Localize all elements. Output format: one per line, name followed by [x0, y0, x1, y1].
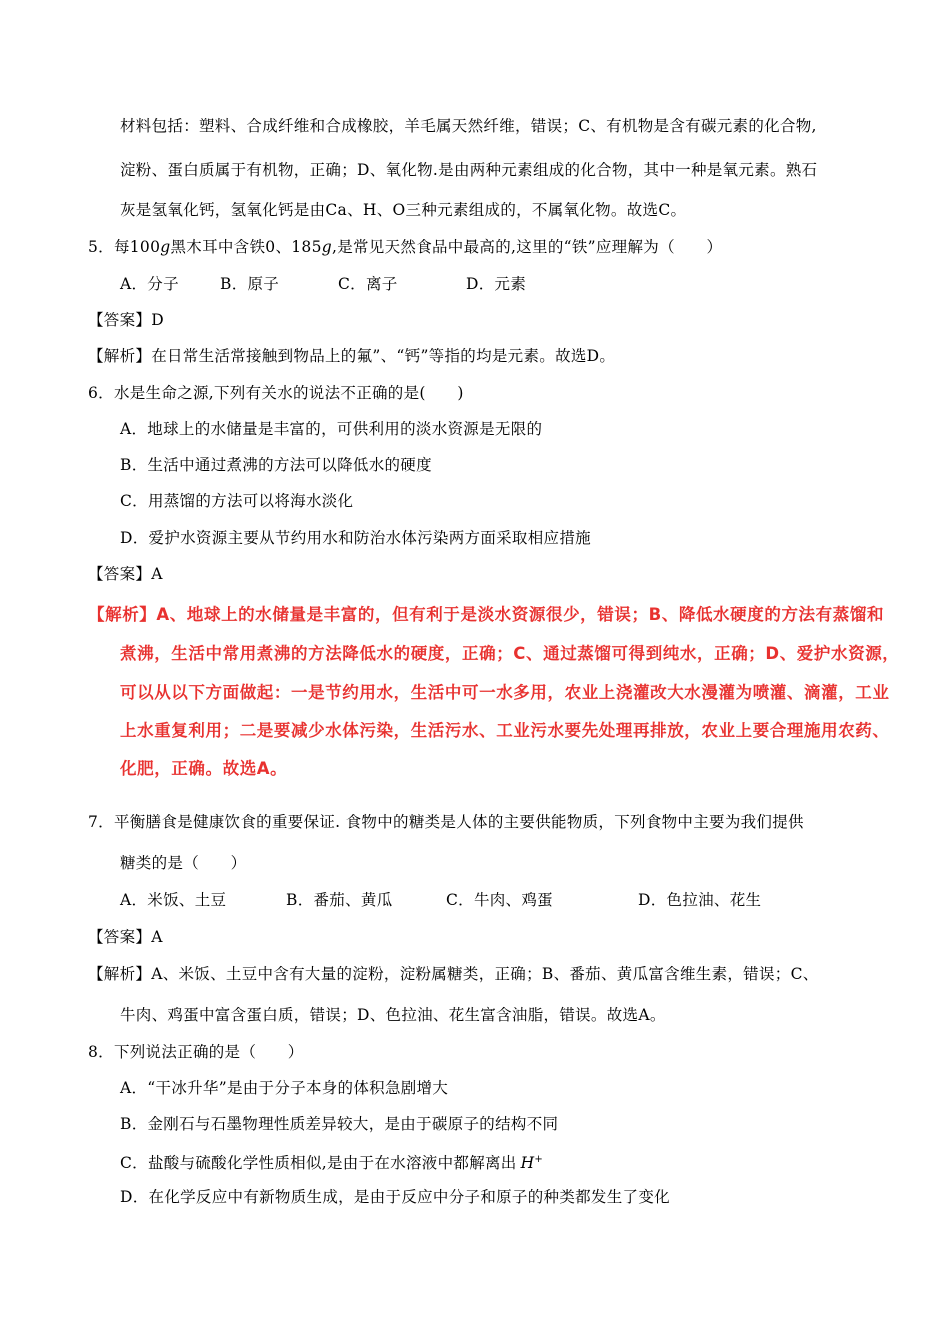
q5-options: [120, 274, 526, 294]
q8-option-c-ion: H: [520, 1154, 535, 1173]
q8-option-c-charge: +: [534, 1154, 544, 1165]
q5-unit-g: g: [160, 238, 171, 256]
q6-answer: 【答案】A: [88, 565, 163, 583]
q7-analysis-line-1: 【解析】A、米饭、土豆中含有大量的淀粉，淀粉属糖类，正确；B、番茄、黄瓜富含维生素，错误；C、: [88, 965, 819, 983]
q5-option-d: D．元素: [466, 275, 527, 293]
q7-option-c: C．牛肉、鸡蛋: [446, 891, 553, 909]
q5-option-c: C．离子: [338, 275, 398, 293]
q5-unit-g-2: g: [321, 238, 332, 256]
q7-option-a: A．米饭、土豆: [120, 891, 227, 909]
q8-option-c-text: C．盐酸与硫酸化学性质相似,是由于在水溶液中都解离出: [120, 1154, 517, 1173]
q5-option-b: B．原子: [220, 275, 280, 293]
q7-stem-line-1: 7．平衡膳食是健康饮食的重要保证. 食物中的糖类是人体的主要供能物质，下列食物中主要为我们提供: [88, 813, 804, 831]
q4-analysis-line-1: 材料包括：塑料、合成纤维和合成橡胶，羊毛属天然纤维，错误；C、有机物是含有碳元素的化合物,: [120, 117, 817, 135]
q8-option-d: D．在化学反应中有新物质生成，是由于反应中分子和原子的种类都发生了变化: [120, 1188, 670, 1206]
q6-option-a: A．地球上的水储量是丰富的，可供利用的淡水资源是无限的: [120, 420, 543, 438]
q7-option-b: B．番茄、黄瓜: [286, 891, 393, 909]
q6-option-b: B．生活中通过煮沸的方法可以降低水的硬度: [120, 456, 432, 474]
q8-stem: 8．下列说法正确的是（ ）: [88, 1043, 304, 1061]
q6-analysis-line-4: 上水重复利用；二是要减少水体污染，生活污水、工业污水要先处理再排放，农业上要合理施用农药、: [120, 721, 890, 740]
q7-option-d: D．色拉油、花生: [638, 891, 762, 909]
q6-analysis-line-1: 【解析】A、地球上的水储量是丰富的，但有利于是淡水资源很少，错误；B、降低水硬度的方法有蒸馏和: [88, 605, 885, 624]
q5-stem-part-1: 5．每100: [88, 238, 161, 256]
q8-option-b: B．金刚石与石墨物理性质差异较大，是由于碳原子的结构不同: [120, 1115, 559, 1133]
q7-answer: 【答案】A: [88, 928, 163, 946]
q7-stem-line-2: 糖类的是（ ）: [120, 854, 247, 872]
q6-stem: 6．水是生命之源,下列有关水的说法不正确的是( ): [88, 384, 464, 402]
q5-stem: [88, 237, 722, 257]
q5-analysis: 【解析】在日常生活常接触到物品上的氟”、“钙”等指的均是元素。故选D。: [88, 347, 616, 365]
q6-option-c: C．用蒸馏的方法可以将海水淡化: [120, 492, 354, 510]
q8-option-a: A．“干冰升华”是由于分子本身的体积急剧增大: [120, 1079, 449, 1097]
q6-analysis-line-2: 煮沸，生活中常用煮沸的方法降低水的硬度，正确；C、通过蒸馏可得到纯水，正确；D、爱护水资源，: [120, 644, 900, 663]
q4-analysis-line-3: 灰是氢氧化钙，氢氧化钙是由Ca、H、O三种元素组成的，不属氧化物。故选C。: [120, 201, 687, 219]
q5-stem-part-3: ,是常见天然食品中最高的,这里的“铁”应理解为（ ）: [331, 238, 723, 256]
q6-analysis-line-3: 可以从以下方面做起：一是节约用水，生活中可一水多用，农业上浇灌改大水漫灌为喷灌、滴灌，工业: [120, 683, 890, 702]
q7-options: [120, 890, 761, 910]
q6-option-d: D．爱护水资源主要从节约用水和防治水体污染两方面采取相应措施: [120, 529, 591, 547]
q5-answer: 【答案】D: [88, 311, 164, 329]
q8-option-c: [120, 1150, 543, 1173]
q7-analysis-line-2: 牛肉、鸡蛋中富含蛋白质，错误；D、色拉油、花生富含油脂，错误。故选A。: [120, 1006, 666, 1024]
q5-option-a: A．分子: [120, 275, 179, 293]
q4-analysis-line-2: 淀粉、蛋白质属于有机物，正确；D、氧化物.是由两种元素组成的化合物，其中一种是氧元素。熟石: [120, 161, 818, 179]
q5-stem-part-2: 黑木耳中含铁0、185: [170, 238, 322, 256]
q6-analysis-line-5: 化肥，正确。故选A。: [120, 759, 288, 778]
